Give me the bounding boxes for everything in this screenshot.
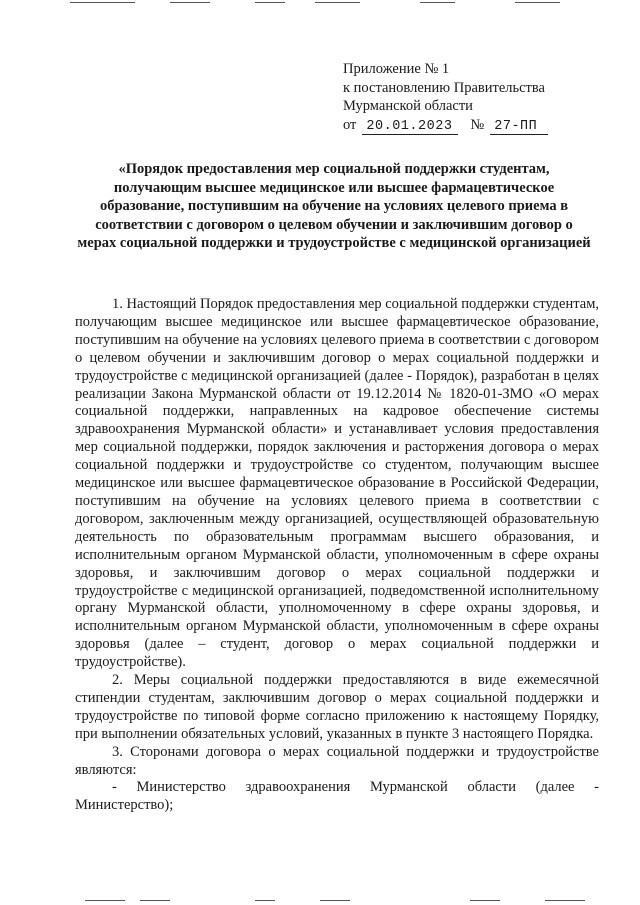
scan-artifact-bottom-1 [85, 900, 125, 901]
scan-artifact-bottom-3 [255, 900, 275, 901]
appendix-region: Мурманской области [343, 98, 473, 114]
appendix-header [343, 60, 548, 135]
scan-artifact-top-4 [315, 2, 360, 3]
date-prefix: от [343, 116, 357, 133]
paragraph-1: 1. Настоящий Порядок предоставления мер социальной поддержки студентам, получающим высшее медицинское или высшее фармацевтическое образование, поступившим на обучение на условиях целевого приема в соответствии с договором о целевом обучении и заключившим договор о мерах социальной поддержки и трудоустройстве с медицинской организацией (далее - Порядок), разработан в целях реализации Закона Мурманской области от 19.12.2014 № 1820-01-ЗМО «О мерах социальной поддержки, направленных на кадровое обеспечение системы здравоохранения Мурманской области» и устанавливает условия предоставления мер социальной поддержки, порядок заключения и расторжения договора о мерах социальной поддержки и трудоустройстве со студентом, получающим высшее медицинское или высшее фармацевтическое образование в Российской Федерации, поступившим на обучение на условиях целевого приема в соответствии с договором, заключенным между организацией, осуществляющей образовательную деятельность по образовательным программам высшего образования, и исполнительным органом Мурманской области, уполномоченным в сфере охраны здоровья, и заключившим договор о мерах социальной поддержки и трудоустройстве с медицинской организацией, подведомственной исполнительному органу Мурманской области, уполномоченному в сфере охраны здоровья, и исполнительным органом Мурманской области, уполномоченным в сфере охраны здоровья (далее – студент, договор о мерах социальной поддержки и трудоустройстве). [75, 296, 599, 671]
number-prefix: № [470, 116, 485, 133]
scan-artifact-bottom-5 [470, 900, 500, 901]
paragraph-3: 3. Сторонами договора о мерах социальной поддержки и трудоустройстве являются: [75, 743, 599, 778]
paragraph-3-item-1: - Министерство здравоохранения Мурманской области (далее - Министерство); [75, 779, 599, 814]
scan-artifact-bottom-2 [140, 900, 170, 901]
scan-artifact-top-1 [70, 2, 135, 3]
scan-artifact-bottom-4 [320, 900, 350, 901]
paragraph-2: 2. Меры социальной поддержки предоставляются в виде ежемесячной стипендии студентам, заключившим договор о мерах социальной поддержки и трудоустройстве по типовой форме согласно приложению к настоящему Порядку, при выполнении обязательных условий, указанных в пункте 3 настоящего Порядка. [75, 672, 599, 742]
scan-artifact-top-3 [255, 2, 285, 3]
document-body [75, 296, 599, 815]
scan-artifact-top-2 [170, 2, 210, 3]
appendix-date-number-line [343, 116, 548, 135]
document-title: «Порядок предоставления мер социальной поддержки студентам, получающим высшее медицинское или высшее фармацевтическое образование, поступившим на обучение на условиях целевого приема в соответствии с договором о целевом обучении и заключившим договор о мерах социальной поддержки и трудоустройстве с медицинской организацией [77, 161, 591, 252]
scan-artifact-top-6 [515, 2, 560, 3]
scan-artifact-top-5 [420, 2, 455, 3]
scan-artifact-bottom-6 [545, 900, 585, 901]
resolution-number: 27-ПП [490, 120, 548, 135]
appendix-resolution-ref: к постановлению Правительства [343, 79, 545, 96]
appendix-label: Приложение № 1 [343, 61, 450, 77]
resolution-date: 20.01.2023 [362, 120, 458, 135]
